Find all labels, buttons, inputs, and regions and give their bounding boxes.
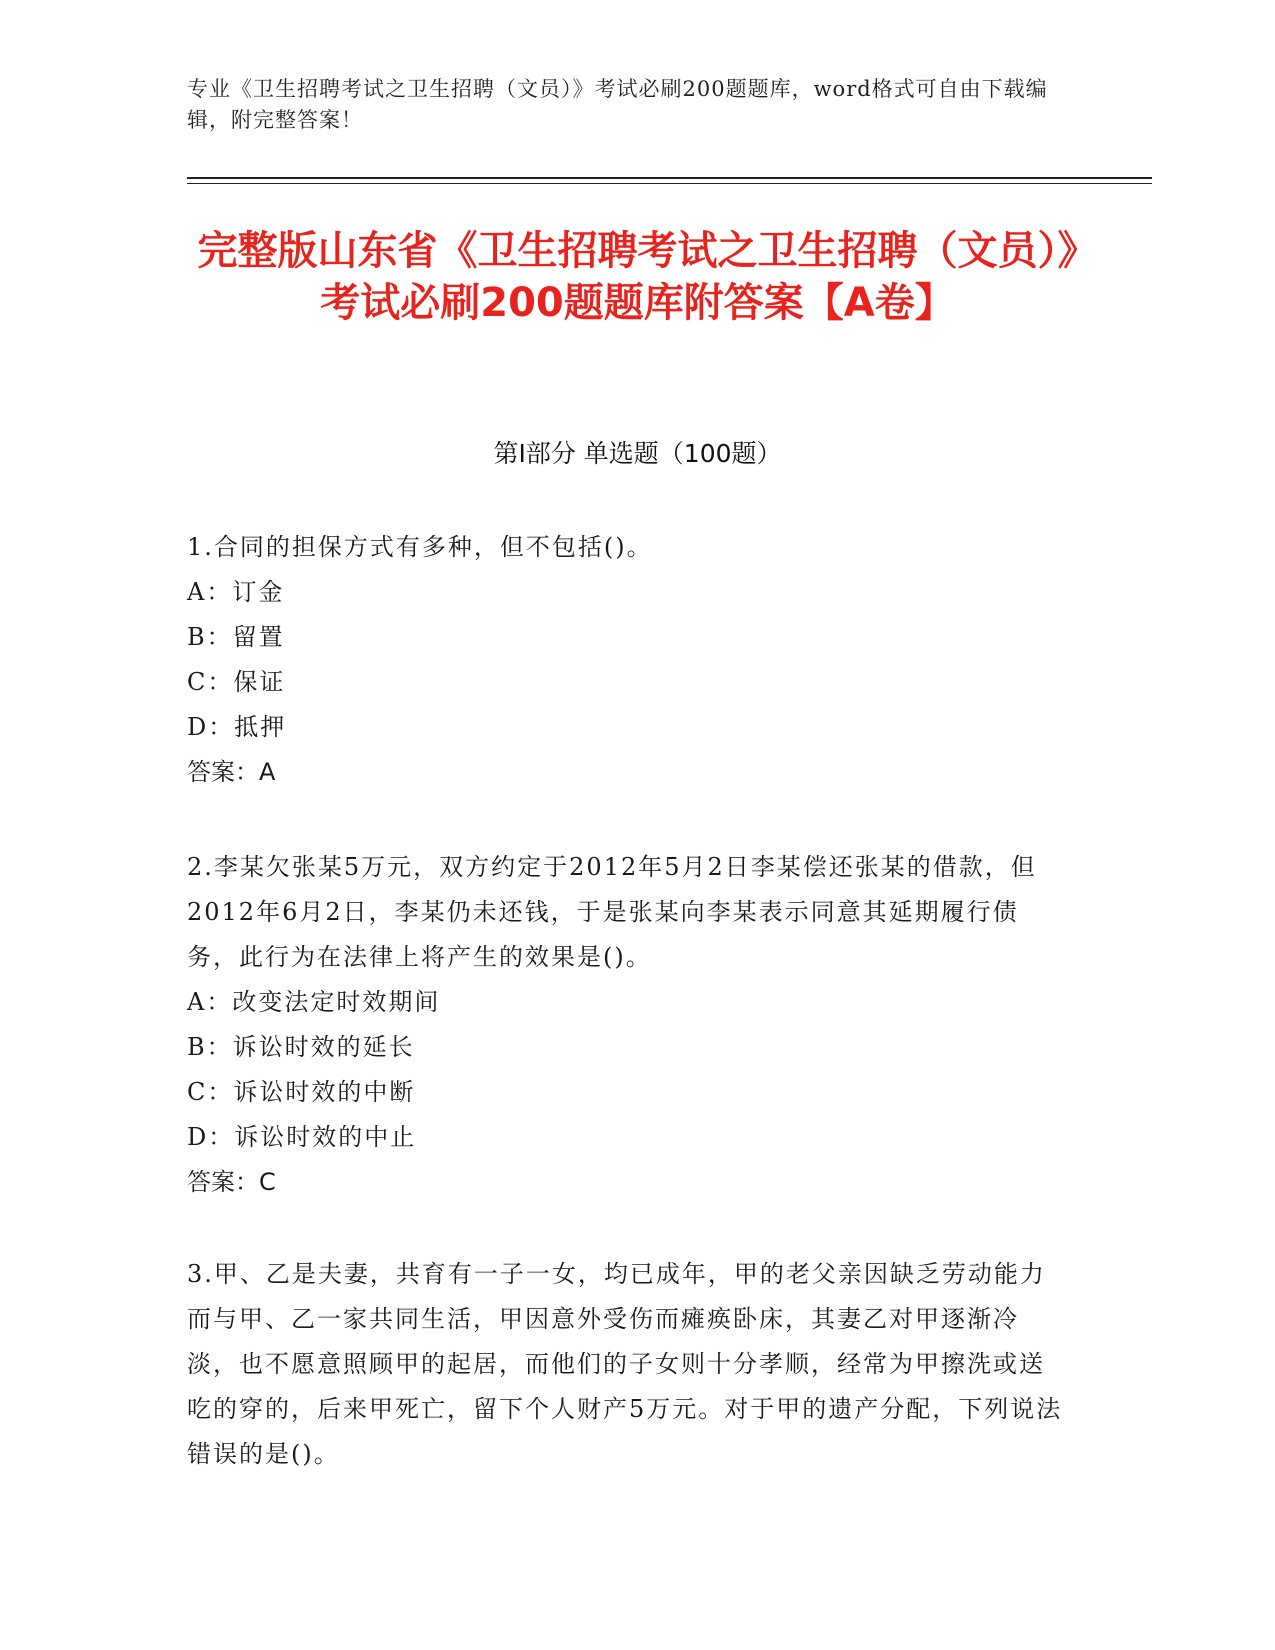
option-b: B：留置: [187, 623, 285, 651]
option-c: C：诉讼时效的中断: [187, 1078, 416, 1106]
answer-line: 答案：A: [187, 758, 276, 786]
option-b: B：诉讼时效的延长: [187, 1033, 415, 1061]
question-stem: 1.合同的担保方式有多种，但不包括()。: [187, 533, 653, 561]
question-1: [187, 525, 1067, 795]
answer-line: 答案：C: [187, 1168, 276, 1196]
option-d: D：诉讼时效的中止: [187, 1123, 417, 1151]
option-c: C：保证: [187, 668, 286, 696]
option-a: A：改变法定时效期间: [187, 988, 441, 1016]
header-divider-thin: [187, 183, 1152, 184]
question-stem: 3.甲、乙是夫妻，共育有一子一女，均已成年，甲的老父亲因缺乏劳动能力而与甲、乙一家共同生活，甲因意外受伤而瘫痪卧床，其妻乙对甲逐渐冷淡，也不愿意照顾甲的起居，而他们的子女则十分孝顺，经常为甲擦洗或送吃的穿的，后来甲死亡，留下个人财产5万元。对于甲的遗产分配，下列说法错误的是()。: [187, 1260, 1063, 1468]
document-title: 完整版山东省《卫生招聘考试之卫生招聘（文员）》考试必刷200题题库附答案【A卷】: [197, 228, 1078, 326]
option-d: D：抵押: [187, 713, 287, 741]
option-a: A：订金: [187, 578, 285, 606]
question-stem: 2.李某欠张某5万元，双方约定于2012年5月2日李某偿还张某的借款，但2012年6月2日，李某仍未还钱，于是张某向李某表示同意其延期履行债务，此行为在法律上将产生的效果是()。: [187, 853, 1037, 971]
header-divider: [187, 177, 1152, 179]
header-note: 专业《卫生招聘考试之卫生招聘（文员）》考试必刷200题题库，word格式可自由下载编辑，附完整答案！: [187, 77, 1048, 132]
section-heading: 第Ⅰ部分 单选题（100题）: [493, 439, 782, 468]
question-2: [187, 845, 1067, 1205]
question-3: [187, 1252, 1067, 1477]
